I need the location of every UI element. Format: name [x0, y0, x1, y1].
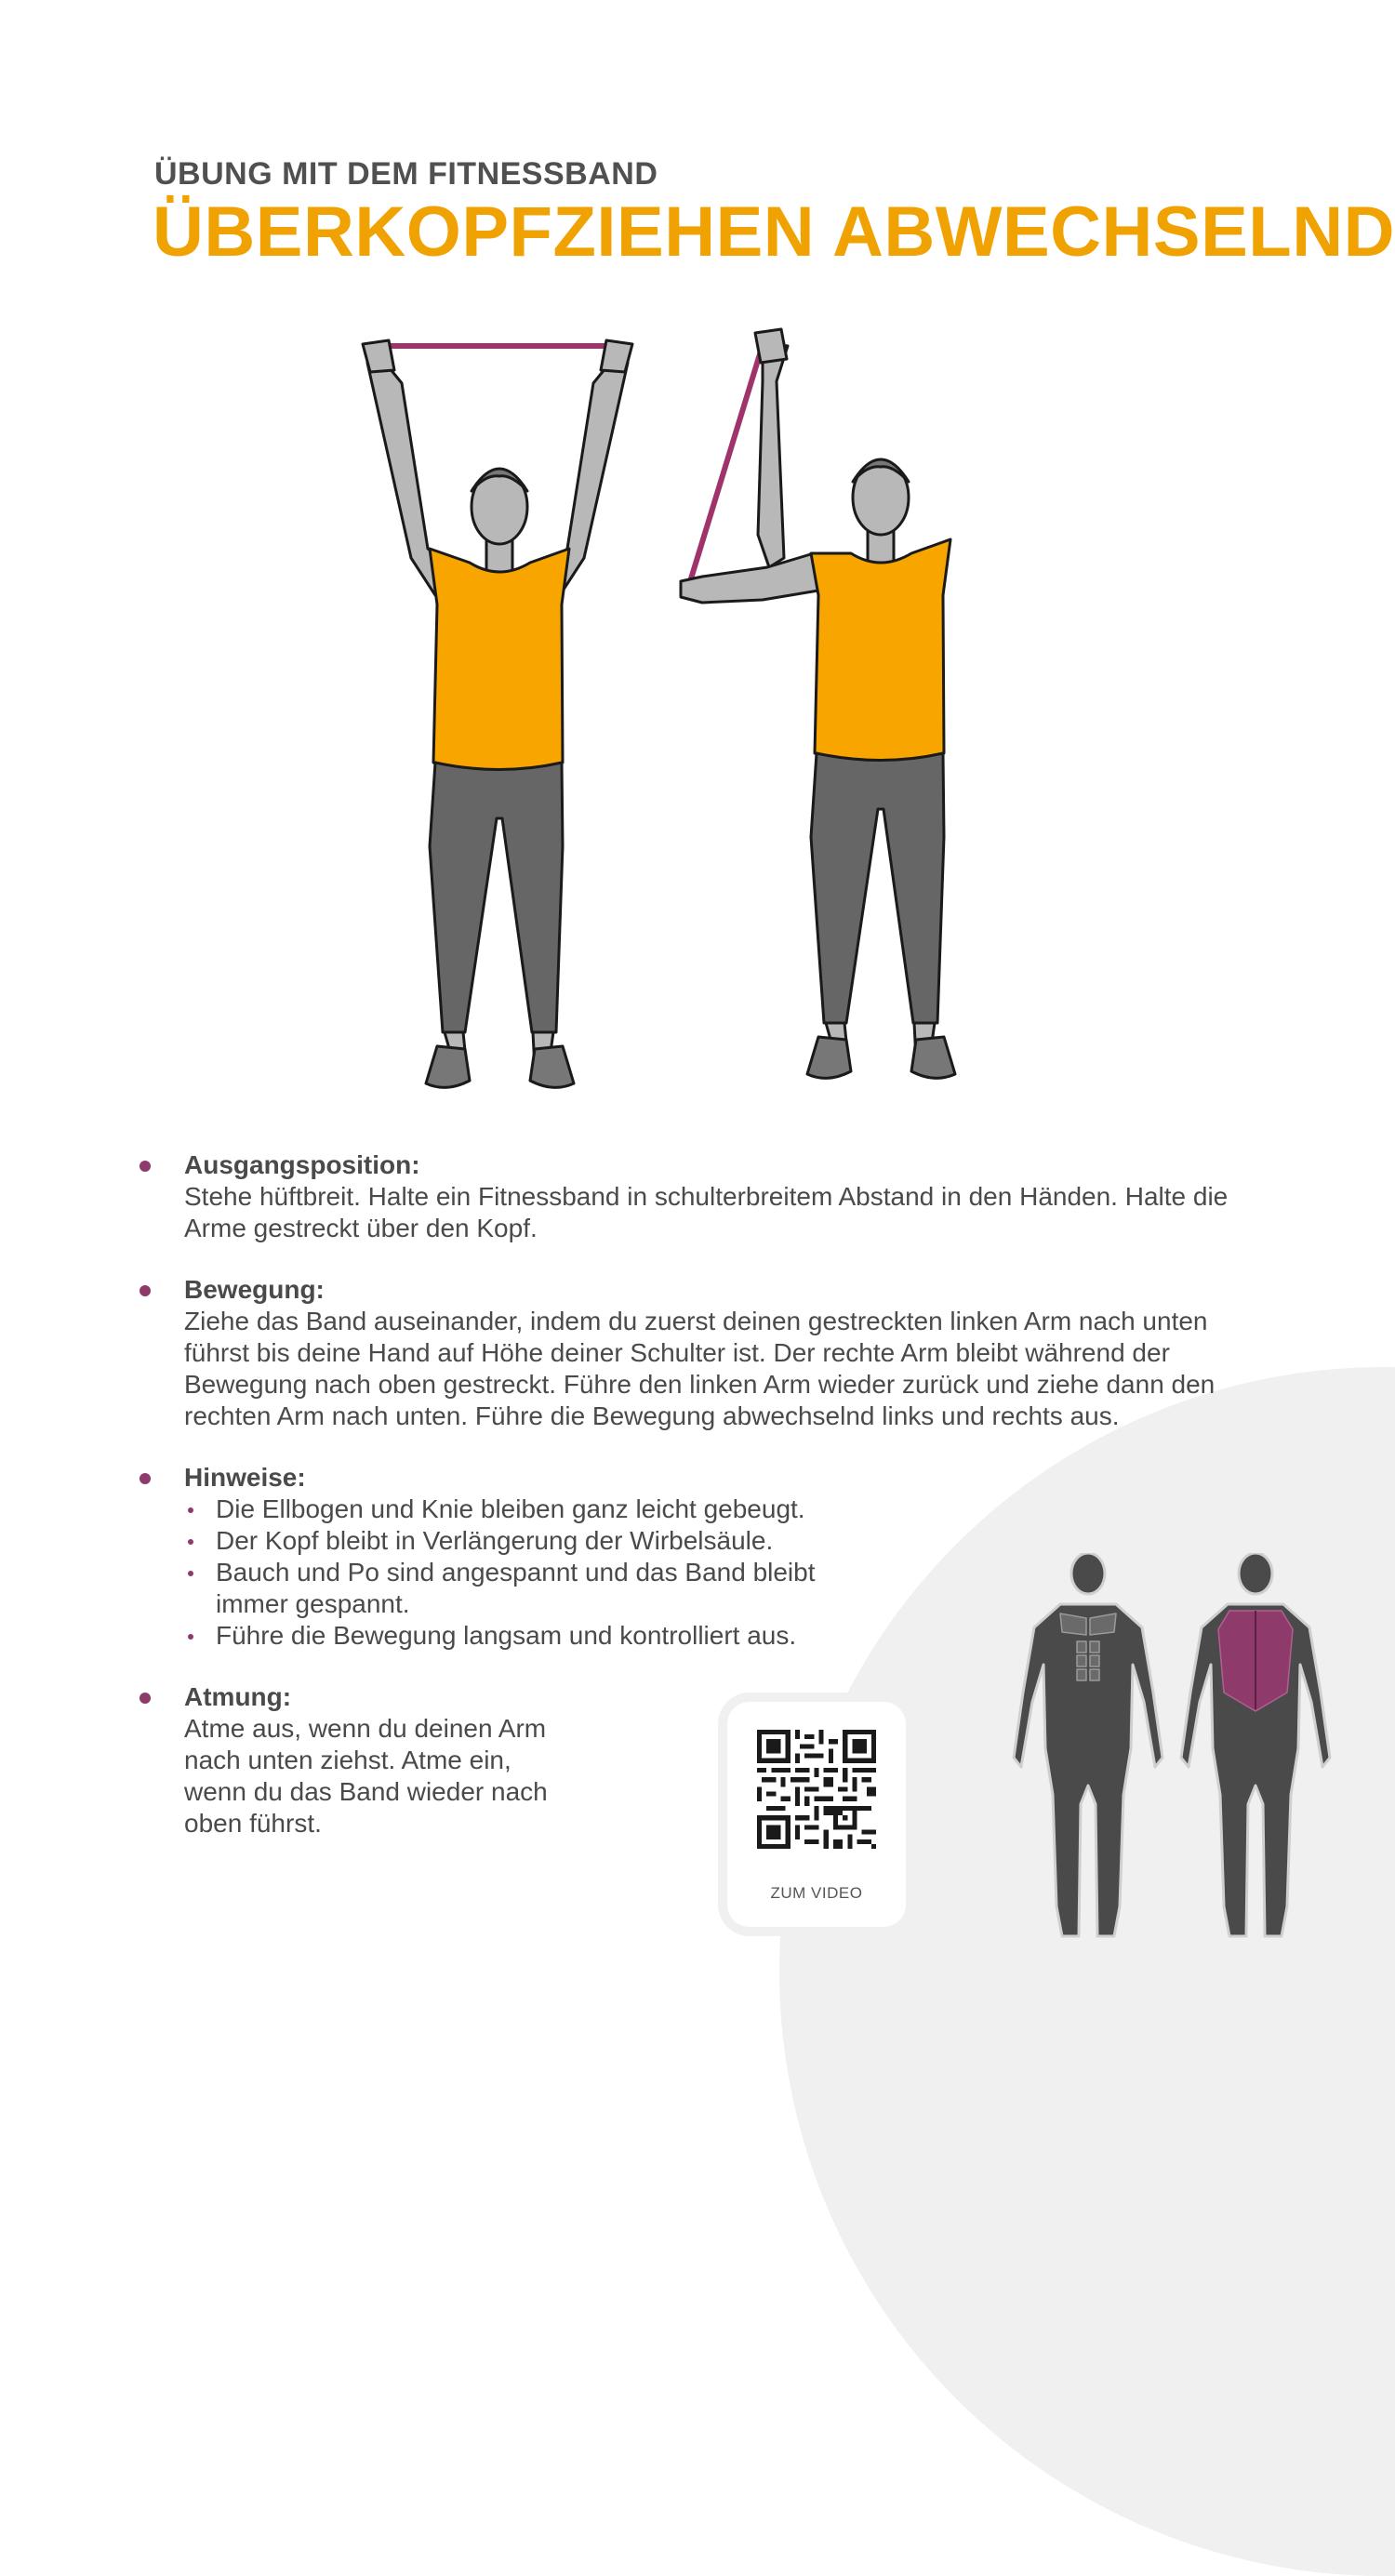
hints-list — [184, 1494, 826, 1652]
exercise-illustration — [353, 325, 1032, 1116]
hints-heading: Hinweise: — [184, 1463, 306, 1492]
movement-text: Ziehe das Band auseinander, indem du zuerst deinen gestreckten linken Arm nach unten führst bis deine Hand auf Höhe deiner Schulter ist. Der rechte Arm bleibt während der Bewegung nach oben gestreckt. Führe den linken Arm wieder zurück und ziehe dann den rechten Arm nach unten. Führe die Bewegung abwechselnd links und rechts aus. — [184, 1307, 1216, 1430]
page-title: ÜBERKOPFZIEHEN ABWECHSELND — [153, 193, 1395, 272]
body-front-icon — [1014, 1553, 1162, 1936]
hint-item: Bauch und Po sind angespannt und das Band bleibt immer gespannt. — [184, 1557, 826, 1620]
figure-alternate — [681, 329, 955, 1078]
video-qr-card[interactable] — [727, 1702, 906, 1927]
start-position-text: Stehe hüftbreit. Halte ein Fitnessband in schulterbreitem Abstand in den Händen. Halte die Arme gestreckt über den Kopf. — [184, 1182, 1229, 1242]
muscle-anatomy-figure — [1004, 1553, 1339, 1953]
hint-item: Die Ellbogen und Knie bleiben ganz leicht gebeugt. — [184, 1494, 826, 1525]
breathing-text: Atme aus, wenn du deinen Arm nach unten ziehst. Atme ein, wenn du das Band wieder nach oben führst. — [184, 1714, 548, 1838]
body-back-icon — [1181, 1553, 1330, 1936]
page-subtitle: ÜBUNG MIT DEM FITNESSBAND — [154, 156, 658, 192]
hint-item: Der Kopf bleibt in Verlängerung der Wirbelsäule. — [184, 1525, 826, 1557]
qr-code-icon[interactable] — [757, 1730, 876, 1849]
movement-heading: Bewegung: — [184, 1275, 325, 1304]
breathing-heading: Atmung: — [184, 1682, 292, 1711]
start-position-heading: Ausgangsposition: — [184, 1150, 420, 1179]
section-start-position — [140, 1149, 1237, 1244]
hint-item: Führe die Bewegung langsam und kontrolliert aus. — [184, 1620, 826, 1652]
figure-arms-up — [363, 340, 632, 1087]
section-movement — [140, 1274, 1237, 1432]
qr-label: ZUM VIDEO — [770, 1884, 863, 1902]
